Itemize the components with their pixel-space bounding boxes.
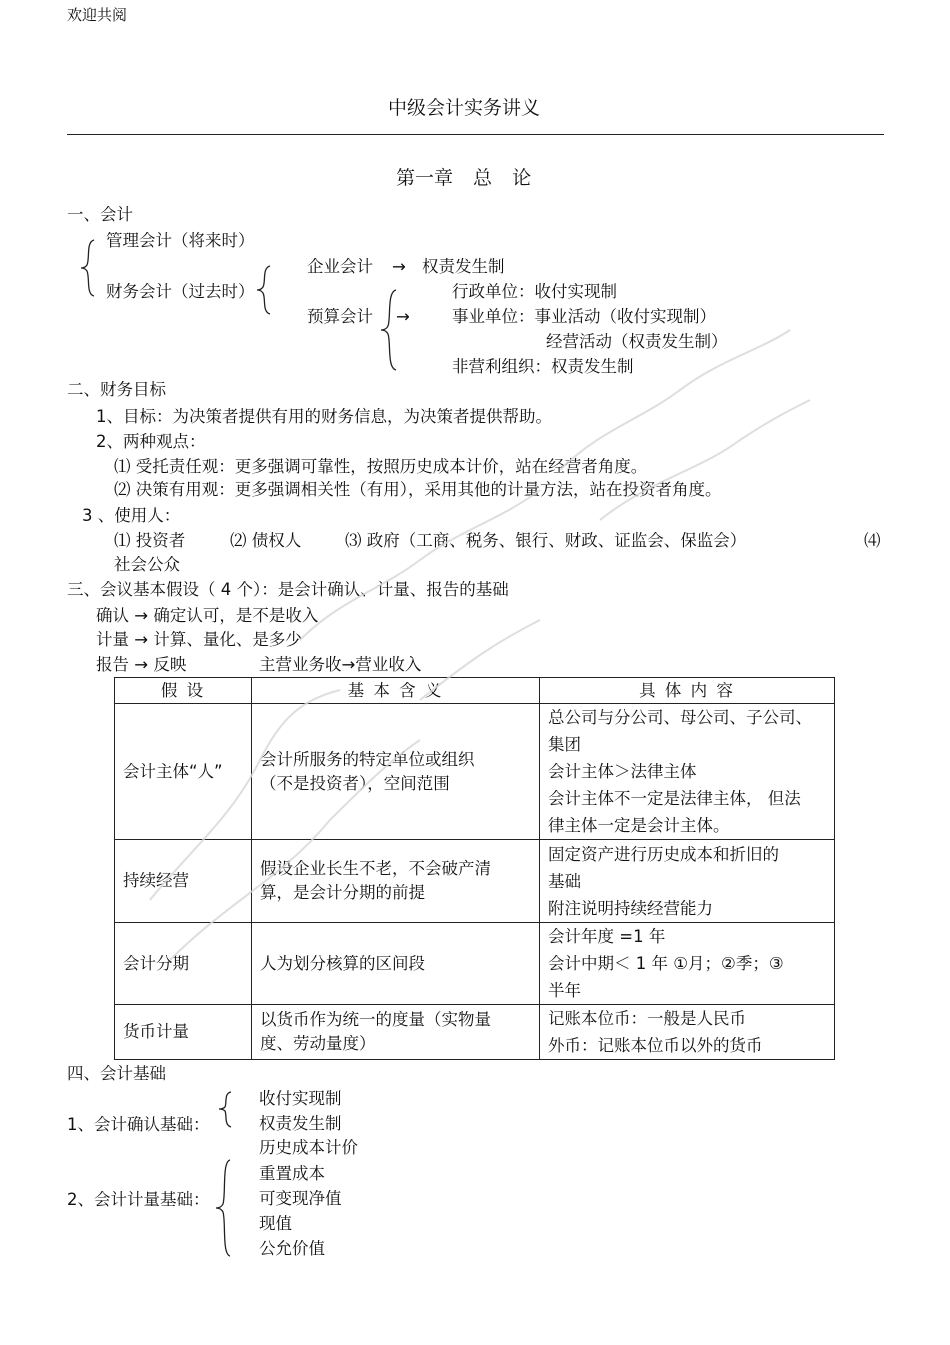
column-header: 具 体 内 容 (540, 678, 835, 704)
measurement-line: 计量 → 计算、量化、是多少 (96, 630, 302, 649)
public-institution: 事业单位：事业活动（收付实现制） (452, 307, 716, 326)
table-cell: 会计分期 (115, 923, 252, 1005)
section-1-heading: 一、会计 (67, 205, 133, 224)
table-cell: 会计所服务的特定单位或组织 （不是投资者），空间范围 (252, 704, 540, 840)
section-4-heading: 四、会计基础 (67, 1064, 166, 1083)
user-public: 社会公众 (114, 555, 180, 574)
recognition-basis-label: 1、会计确认基础： (67, 1115, 210, 1134)
measurement-item: 历史成本计价 (259, 1138, 358, 1157)
goal-line: 1、目标：为决策者提供有用的财务信息，为决策者提供帮助。 (96, 407, 552, 426)
table-cell: 以货币作为统一的度量（实物量 度、劳动量度） (252, 1005, 540, 1060)
brace-financial (256, 264, 276, 318)
view-stewardship: ⑴ 受托责任观：更多强调可靠性，按照历史成本计价，站在经营者角度。 (114, 457, 648, 476)
brace-recognition (218, 1090, 236, 1132)
user-creditor: ⑵ 债权人 (230, 531, 302, 550)
table-row (115, 1005, 835, 1060)
table-cell: 会计年度 =1 年 会计中期＜ 1 年 ①月；②季；③ 半年 (540, 923, 835, 1005)
document-title: 中级会计实务讲义 (388, 97, 541, 119)
table-header-row (115, 678, 835, 704)
table-row (115, 704, 835, 840)
user-investor: ⑴ 投资者 (114, 531, 186, 550)
view-decision-useful: ⑵ 决策有用观：更多强调相关性（有用），采用其他的计量方法，站在投资者角度。 (114, 480, 722, 499)
assumptions-table (114, 677, 835, 1060)
measurement-item: 公允价值 (259, 1239, 325, 1258)
views-heading: 2、两种观点： (96, 432, 206, 451)
chapter-title: 第一章 总 论 (396, 167, 532, 189)
column-header: 假 设 (115, 678, 252, 704)
column-header: 基 本 含 义 (252, 678, 540, 704)
table-row (115, 840, 835, 923)
budget-accounting: 预算会计 (307, 307, 373, 326)
brace-measurement (215, 1158, 235, 1262)
measurement-item: 重置成本 (259, 1164, 325, 1183)
user-public-marker: ⑷ (864, 531, 881, 550)
measurement-basis-label: 2、会计计量基础： (67, 1190, 210, 1209)
recognition-item: 收付实现制 (259, 1089, 342, 1108)
management-accounting: 管理会计（将来时） (106, 231, 255, 250)
admin-unit: 行政单位：收付实现制 (452, 282, 617, 301)
revenue-note: 主营业务收→营业收入 (259, 655, 422, 674)
table-cell: 固定资产进行历史成本和折旧的 基础 附注说明持续经营能力 (540, 840, 835, 923)
table-cell: 货币计量 (115, 1005, 252, 1060)
measurement-item: 现值 (259, 1214, 292, 1233)
title-rule (67, 134, 884, 135)
brace-accounting (80, 238, 100, 300)
accrual-basis: 权责发生制 (422, 257, 505, 276)
arrow-budget: → (396, 307, 410, 326)
table-row (115, 923, 835, 1005)
financial-accounting: 财务会计（过去时） (106, 282, 255, 301)
table-cell: 假设企业长生不老，不会破产清 算，是会计分期的前提 (252, 840, 540, 923)
non-profit-org: 非营利组织：权责发生制 (452, 357, 634, 376)
reporting-line: 报告 → 反映 (96, 655, 187, 674)
arrow-enterprise: → (392, 257, 406, 276)
users-heading: 3 、使用人： (82, 506, 181, 525)
section-3-heading: 三、会议基本假设（ 4 个）：是会计确认、计量、报告的基础 (67, 580, 509, 599)
table-cell: 总公司与分公司、母公司、子公司、 集团 会计主体＞法律主体 会计主体不一定是法律主体， 但法 律主体一定是会计主体。 (540, 704, 835, 840)
recognition-line: 确认 → 确定认可，是不是收入 (96, 606, 319, 625)
measurement-item: 可变现净值 (259, 1189, 342, 1208)
table-cell: 持续经营 (115, 840, 252, 923)
brace-budget (380, 288, 400, 374)
recognition-item: 权责发生制 (259, 1114, 342, 1133)
page-header: 欢迎共阅 (67, 6, 128, 24)
business-activity: 经营活动（权责发生制） (546, 332, 728, 351)
table-cell: 会计主体“人” (115, 704, 252, 840)
user-government: ⑶ 政府（工商、税务、银行、财政、证监会、保监会） (345, 531, 747, 550)
table-cell: 记账本位币：一般是人民币 外币：记账本位币以外的货币 (540, 1005, 835, 1060)
section-2-heading: 二、财务目标 (67, 380, 166, 399)
table-cell: 人为划分核算的区间段 (252, 923, 540, 1005)
enterprise-accounting: 企业会计 (307, 257, 373, 276)
